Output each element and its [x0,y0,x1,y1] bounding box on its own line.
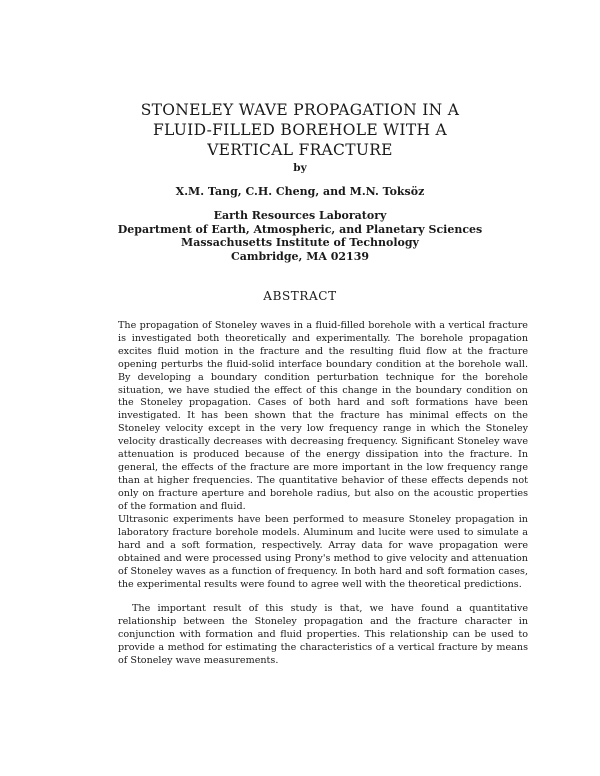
affiliation [0,209,600,263]
affiliation-lab: Earth Resources Laboratory [213,209,387,222]
affiliation-city: Cambridge, MA 02139 [230,249,370,263]
abstract-paragraph-2: Ultrasonic experiments have been performed to measure Stoneley propagation in laboratory fracture borehole models. Aluminum and lucite were used to simulate a hard and a soft formation, respectively. Array data for wave propagation were obtained and were processed using Prony's method to give velocity and attenuation of Stoneley waves as a function of frequency. In both hard and soft formation cases, the experimental results were found to agree well with the theoretical predictions. [118,514,528,590]
title-line-2: FLUID-FILLED BOREHOLE WITH A [152,121,448,139]
by-line: by [293,162,307,174]
abstract-paragraph-1: The propagation of Stoneley waves in a fluid-filled borehole with a vertical fracture is investigated both theoretically and experimentally. The borehole propagation excites fluid motion in the fracture and the resulting fluid flow at the fracture opening perturbs the fluid-solid interface boundary condition at the borehole wall. By developing a boundary condition perturbation technique for the borehole situation, we have studied the effect of this change in the boundary condition on the Stoneley propagation. Cases of both hard and soft formations have been investigated. It has been shown that the fracture has minimal effects on the Stoneley velocity except in the very low frequency range in which the Stoneley velocity drastically decreases with decreasing frequency. Significant Stoneley wave attenuation is produced because of the energy dissipation into the fracture. In general, the effects of the fracture are more important in the low frequency range than at higher frequencies. The quantitative behavior of these effects depends not only on fracture aperture and borehole radius, but also on the acoustic properties of the formation and fluid. [118,320,528,512]
affiliation-dept: Department of Earth, Atmospheric, and Planetary Sciences [117,222,483,236]
title-line-1: STONELEY WAVE PROPAGATION IN A [140,101,460,119]
affiliation-institute: Massachusetts Institute of Technology [181,236,419,249]
abstract-paragraph-3: The important result of this study is that, we have found a quantitative relationship between the Stoneley propagation and the fracture character in conjunction with formation and fluid properties. This relationship can be used to provide a method for estimating the characteristics of a vertical fracture by means of Stoneley wave measurements. [118,603,528,666]
title-line-3: VERTICAL FRACTURE [207,141,393,159]
paper-title [0,100,600,160]
abstract-heading: ABSTRACT [263,289,337,303]
authors: X.M. Tang, C.H. Cheng, and M.N. Toksöz [175,185,425,198]
